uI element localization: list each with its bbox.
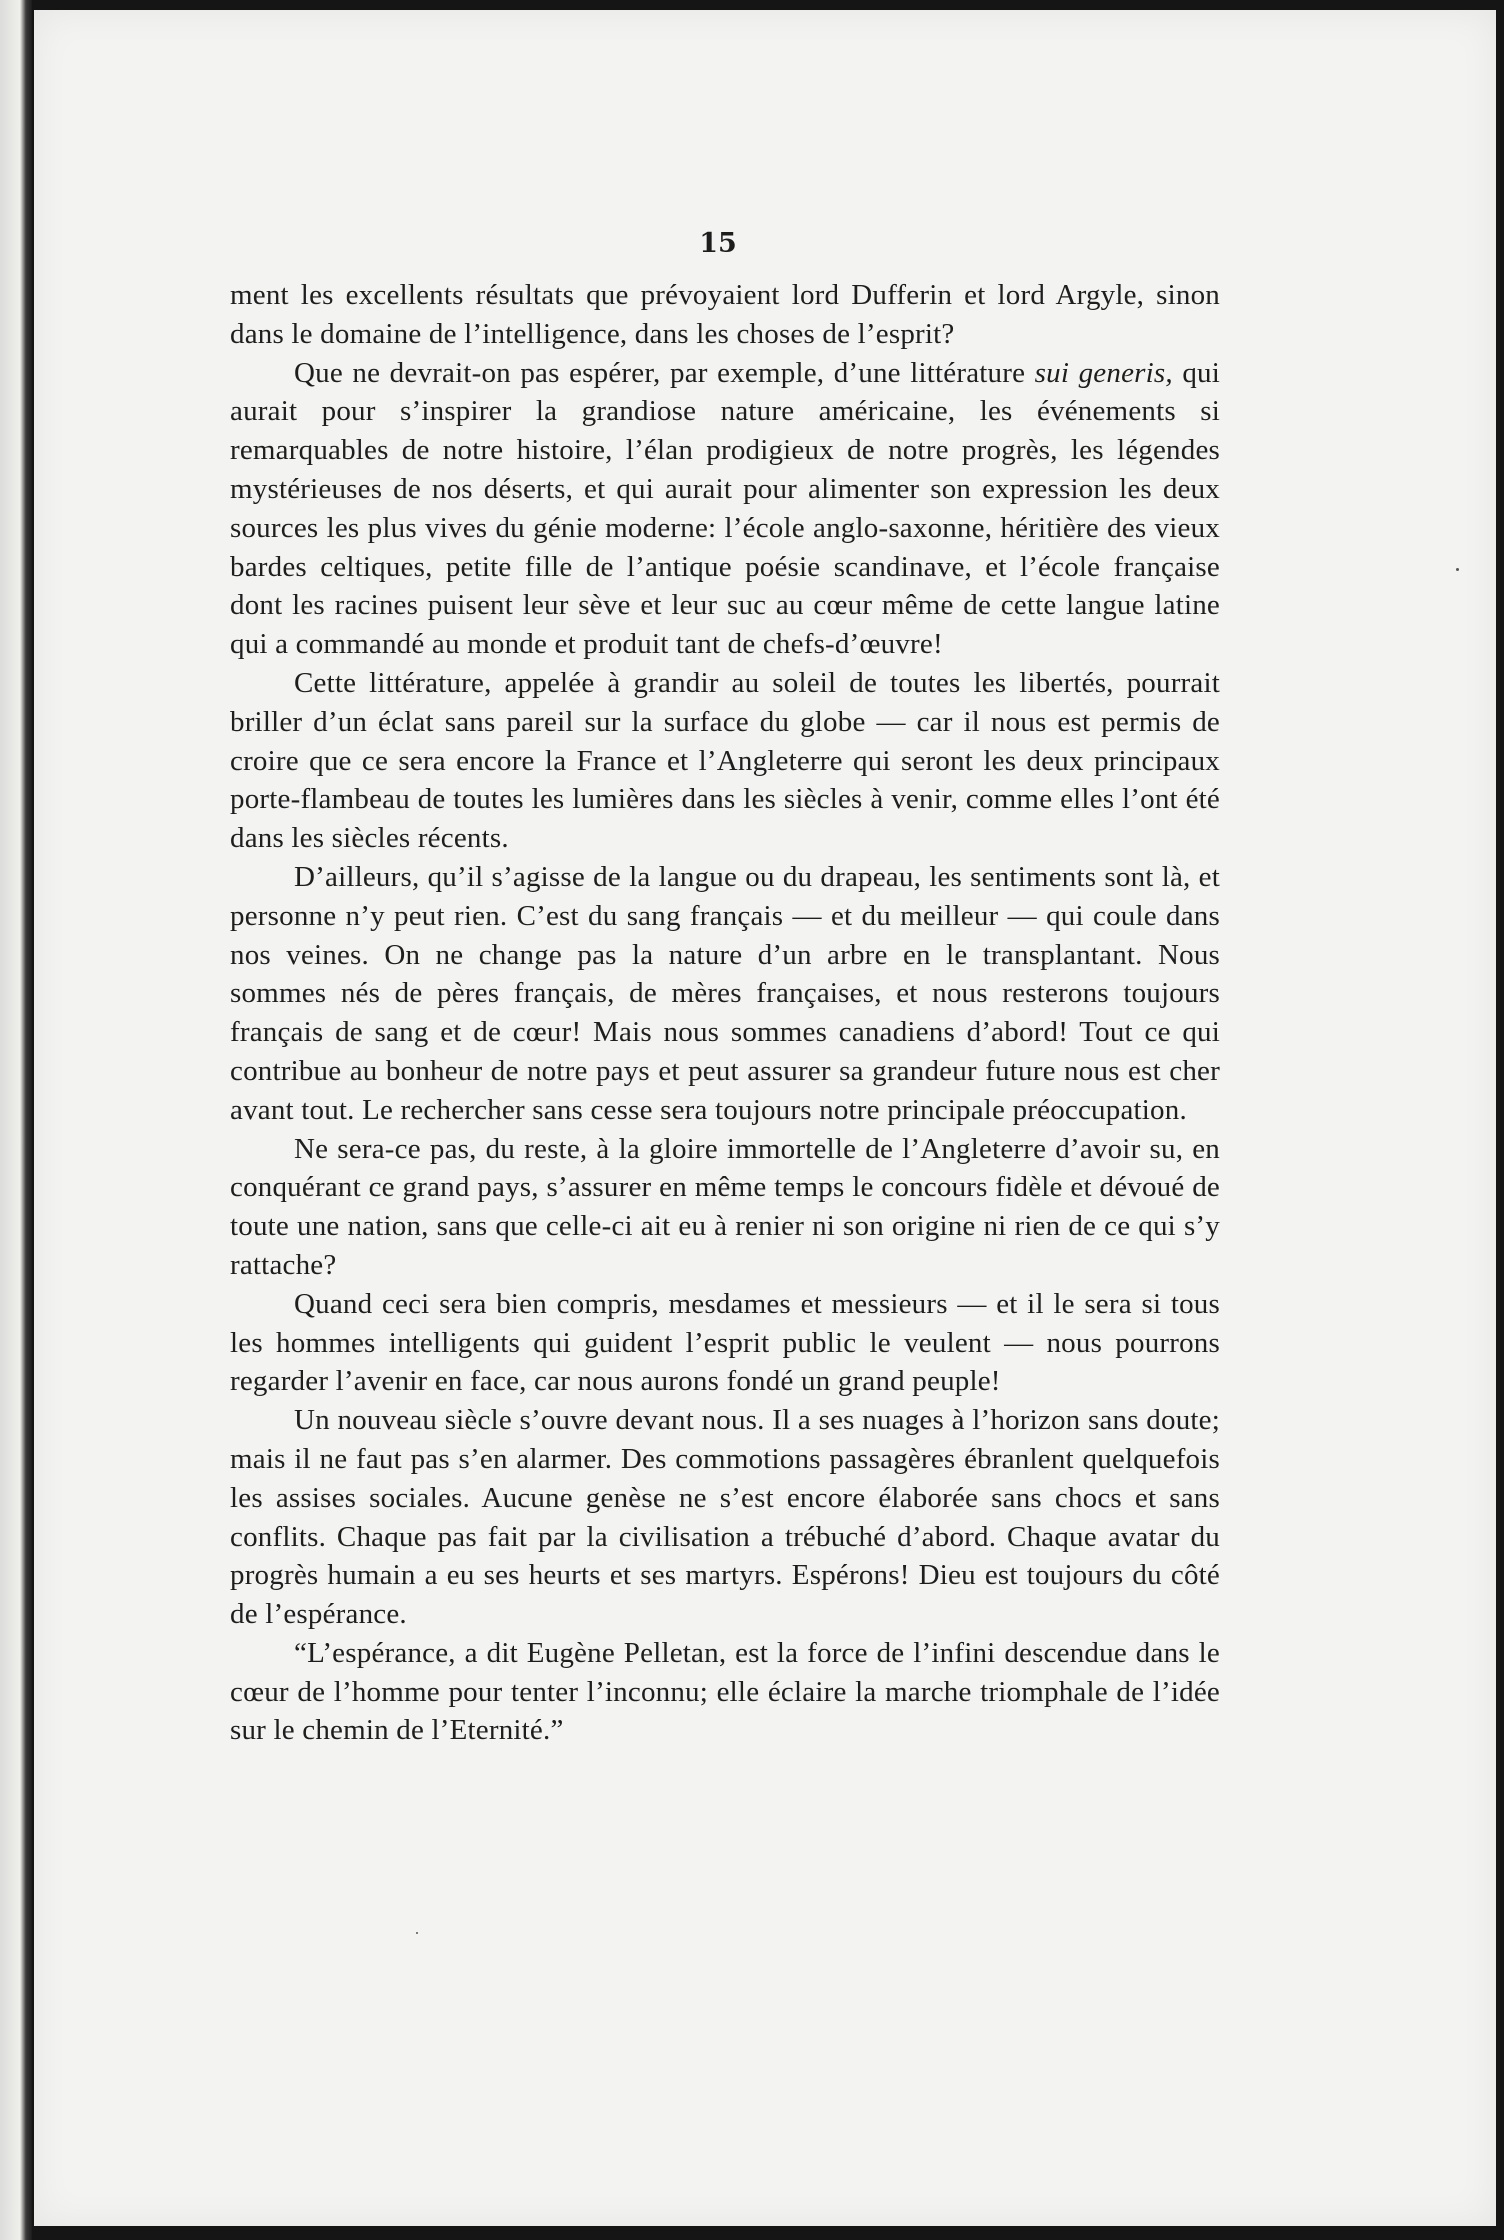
paragraph-quotation-pelletan: “L’espérance, a dit Eugène Pelletan, est la force de l’infini descendue dans le cœur de l’homme pour tenter l’inconnu; elle éclaire la marche triomphale de l’idée sur le chemin de l’Eternité.” [230, 1636, 1220, 1747]
facing-page-edge [0, 0, 32, 2240]
paragraph-continuation: ment les excellents résultats que prévoyaient lord Dufferin et lord Argyle, sinon dans le domaine de l’intelligence, dans les choses de l’esprit? [230, 279, 1220, 350]
scan-speck [416, 1932, 418, 1934]
paragraph-text: qui aurait pour s’inspirer la grandiose nature américaine, les événements si remarquables de notre histoire, l’élan prodigieux de notre progrès, les légendes mystérieuses de nos déserts, et qui aurait pour alimenter son expression les deux sources les plus vives du génie moderne: l’école anglo-saxonne, héritière des vieux bardes celtiques, petite fille de l’antique poésie scandinave, et l’école française dont les racines puisent leur sève et leur suc au cœur même de cette langue latine qui a commandé au monde et produit tant de chefs-d’œuvre! [230, 356, 1220, 661]
paragraph-cette-litterature: Cette littérature, appelée à grandir au soleil de toutes les libertés, pourrait briller d’un éclat sans pareil sur la surface du globe — car il nous est permis de croire que ce sera encore la France et l’Angleterre qui seront les deux principaux porte-flambeau de toutes les lumières dans les siècles à venir, comme elles l’ont été dans les siècles récents. [230, 666, 1220, 855]
paragraph-ne-sera-ce-pas: Ne sera-ce pas, du reste, à la gloire immortelle de l’Angleterre d’avoir su, en conquérant ce grand pays, s’assurer en même temps le concours fidèle et dévoué de toute une nation, sans que celle-ci ait eu à renier ni son origine ni rien de ce qui s’y rattache? [230, 1132, 1220, 1281]
paragraph-quand-ceci: Quand ceci sera bien compris, mesdames et messieurs — et il le sera si tous les hommes intelligents qui guident l’esprit public le veulent — nous pourrons regarder l’avenir en face, car nous aurons fondé un grand peuple! [230, 1287, 1220, 1398]
paragraph-un-nouveau-siecle: Un nouveau siècle s’ouvre devant nous. Il a ses nuages à l’horizon sans doute; mais il ne faut pas s’en alarmer. Des commotions passagères ébranlent quelquefois les assises sociales. Aucune genèse ne s’est encore élaborée sans chocs et sans conflits. Chaque pas fait par la civilisation a trébuché d’abord. Chaque avatar du progrès humain a eu ses heurts et ses martyrs. Espérons! Dieu est toujours du côté de l’espérance. [230, 1404, 1220, 1631]
scan-speck [1456, 568, 1459, 571]
italic-phrase: sui generis, [1034, 356, 1173, 389]
page-number: 15 [699, 228, 737, 259]
paragraph-text: Que ne devrait-on pas espérer, par exemple, d’une littérature [294, 356, 1035, 389]
paragraph-d-ailleurs: D’ailleurs, qu’il s’agisse de la langue ou du drapeau, les sentiments sont là, et personne n’y peut rien. C’est du sang français — et du meilleur — qui coule dans nos veines. On ne change pas la nature d’un arbre en le transplantant. Nous sommes nés de pères français, de mères françaises, et nous resterons toujours français de sang et de cœur! Mais nous sommes canadiens d’abord! Tout ce qui contribue au bonheur de notre pays et peut assurer sa grandeur future nous est cher avant tout. Le rechercher sans cesse sera toujours notre principale préoccupation. [230, 860, 1220, 1126]
paragraph-litterature-sui-generis [230, 354, 1220, 664]
body-text [230, 276, 1220, 1750]
